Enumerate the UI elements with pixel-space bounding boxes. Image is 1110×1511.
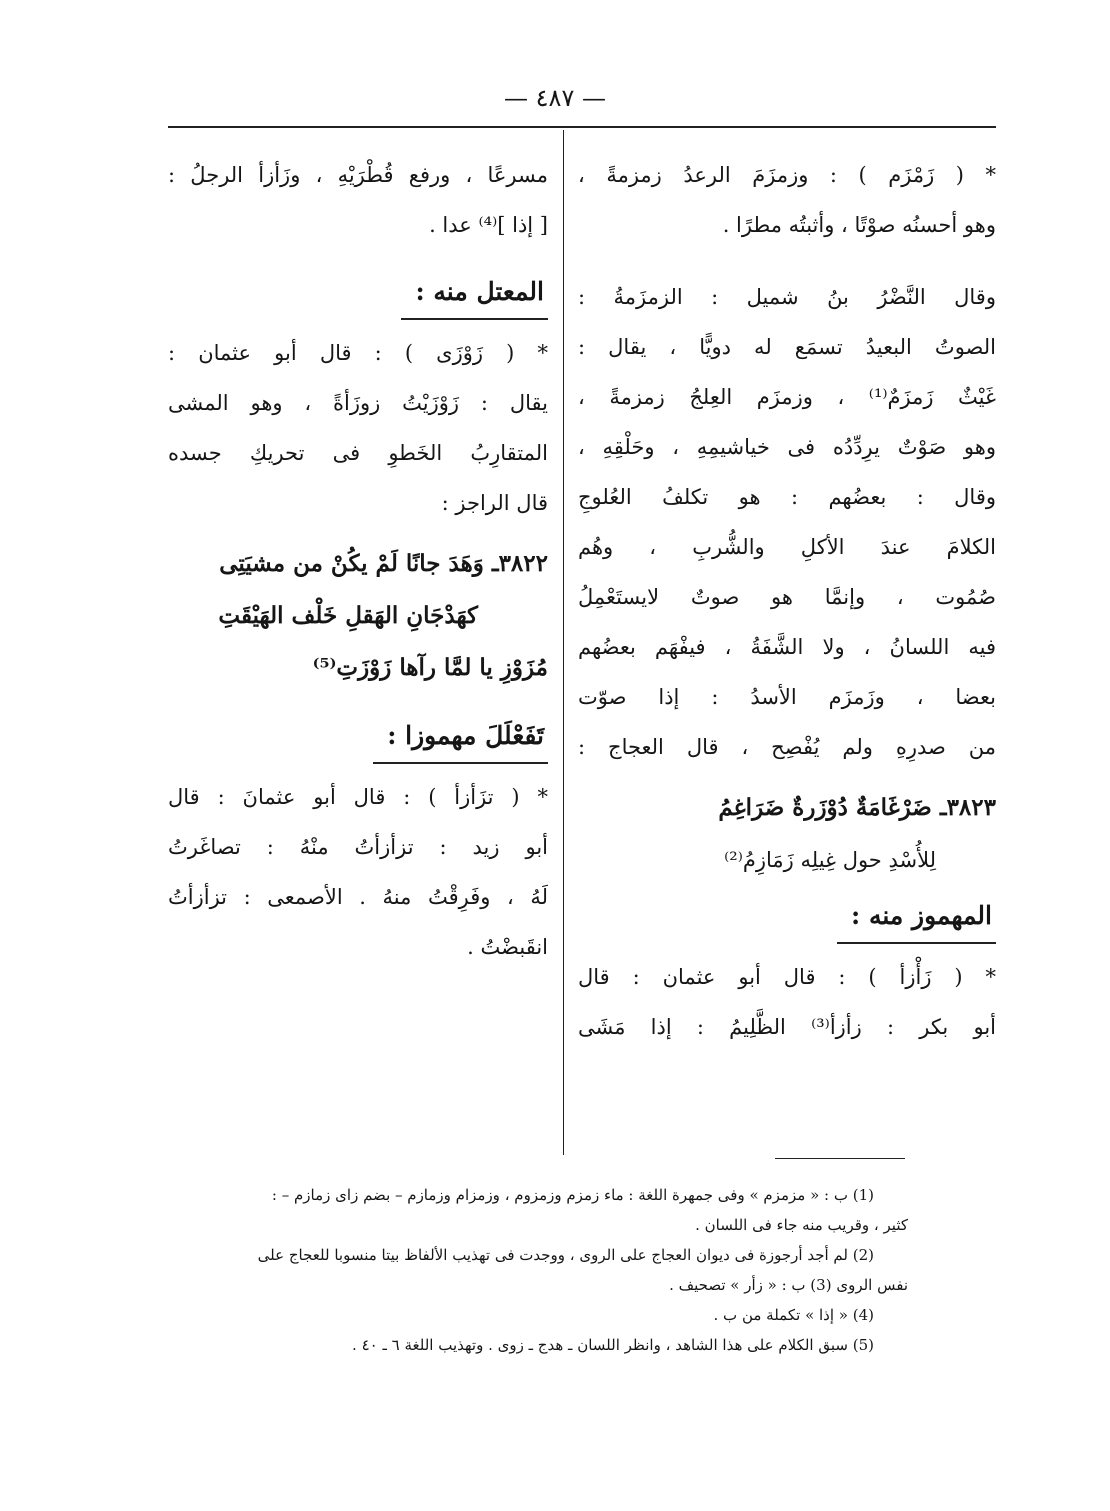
text-line: فيه اللسانُ ، ولا الشَّفَةُ ، فيفْهَم بعضُهم — [578, 635, 996, 659]
footnote: (2) لم أجد أرجوزة فى ديوان العجاج على الروى ، ووجدت فى تهذيب الألفاظ بيتا منسوبا للعجاج على — [257, 1246, 874, 1264]
text-line: يقال : زَوْزَيْتُ زوزَأةً ، وهو المشى — [168, 391, 548, 415]
verse-line: لِلأُسْدِ حول غِيلِه زَمَازِمُ⁽²⁾ — [724, 848, 936, 872]
footnote: (1) ب : « مزمزم » وفى جمهرة اللغة : ماء زمزم وزمزوم ، وزمزام وزمازم – بضم زاى زمازم – : — [271, 1186, 874, 1204]
text-line: وقال : بعضُهم : هو تكلفُ العُلوجِ — [578, 485, 996, 509]
verse-line: ٣٨٢٣ـ ضَرْغَامَةٌ دُوْزَرةٌ ضَرَاغِمُ — [718, 794, 996, 821]
text-line: وهو صَوْتٌ يرِدِّدُه فى خياشيمِهِ ، وحَلْقِهِ ، — [578, 435, 996, 459]
text-line: * ( تزَأزأ ) : قال أبو عثمانَ : قال — [168, 785, 548, 809]
text-line: صُمُوت ، وإنمَّا هو صوتٌ لايستَعْمِلُ — [578, 585, 996, 609]
text-line: المتقارِبُ الخَطوِ فى تحريكِ جسده — [168, 441, 548, 465]
text-line: من صدرِهِ ولم يُفْصِح ، قال العجاج : — [578, 735, 996, 759]
text-line: انقَبضْتُ . — [467, 935, 548, 959]
column-divider — [563, 130, 564, 1155]
text-line: أبو زيد : تزأزأتُ منْهُ : تصاغَرتُ — [168, 835, 548, 859]
text-line: أبو بكر : زأزأ⁽³⁾ الظَّلِيمُ : إذا مَشَى — [578, 1015, 996, 1039]
text-line: بعضا ، وزَمزَم الأسدُ : إذا صوّت — [578, 685, 996, 709]
section-heading: تَفَعْلَلَ مهموزا : — [373, 716, 548, 764]
footnote: (4) « إذا » تكملة من ب . — [713, 1306, 874, 1324]
text-line: قال الراجز : — [441, 491, 548, 515]
text-line: * ( زَوْزَى ) : قال أبو عثمان : — [168, 341, 548, 365]
page-number: — ٤٨٧ — — [504, 84, 606, 112]
footnote-rule — [775, 1158, 905, 1159]
footnote: كثير ، وقريب منه جاء فى اللسان . — [695, 1216, 908, 1234]
text-line: الكلامَ عندَ الأكلِ والشُّربِ ، وهُم — [578, 535, 996, 559]
text-line: لَهُ ، وفَرِقْتُ منهُ . الأصمعى : تزأزأتُ — [168, 885, 548, 909]
verse-line: مُزَوْزِ يا لمَّا رآها زَوْزَتِ⁽⁵⁾ — [312, 654, 548, 681]
text-line: وهو أحسنُه صوْتًا ، وأثبتُه مطرًا . — [722, 213, 996, 237]
section-heading: المعتل منه : — [401, 272, 548, 320]
text-line: وقال النَّضْرُ بنُ شميل : الزمزَمةُ : — [578, 285, 996, 309]
footnote: نفس الروى (3) ب : « زأر » تصحيف . — [669, 1276, 908, 1294]
section-heading: المهموز منه : — [837, 896, 996, 944]
footnotes — [168, 1180, 908, 1360]
verse-line: ٣٨٢٢ـ وَهَدَ جانًا لَمْ يكُنْ من مشيَتِى — [219, 550, 548, 577]
text-line: * ( زَأْزأ ) : قال أبو عثمان : قال — [578, 965, 996, 989]
text-line: [ إذا ]⁽⁴⁾ عدا . — [429, 213, 548, 237]
text-line: مسرعًا ، ورفع قُطْرَيْهِ ، وزَأزأ الرجلُ : — [168, 163, 548, 187]
header-rule — [168, 126, 996, 128]
footnote: (5) سبق الكلام على هذا الشاهد ، وانظر اللسان ـ هدج ـ زوى . وتهذيب اللغة ٦ ـ ٤٠ . — [352, 1336, 874, 1354]
right-column — [578, 150, 996, 1052]
verse-line: كهَدْجَانِ الهَقلِ خَلْف الهَيْقَتِ — [218, 602, 478, 629]
text-line: * ( زَمْزَم ) : وزمزَمَ الرعدُ زمزمةً ، — [578, 163, 996, 187]
text-line: غَيْثٌ زَمزَمٌ⁽¹⁾ ، وزمزَم العِلجُ زمزمةً ، — [578, 385, 996, 409]
left-column — [168, 150, 548, 972]
text-line: الصوتُ البعيدُ تسمَع له دويًّا ، يقال : — [578, 335, 996, 359]
